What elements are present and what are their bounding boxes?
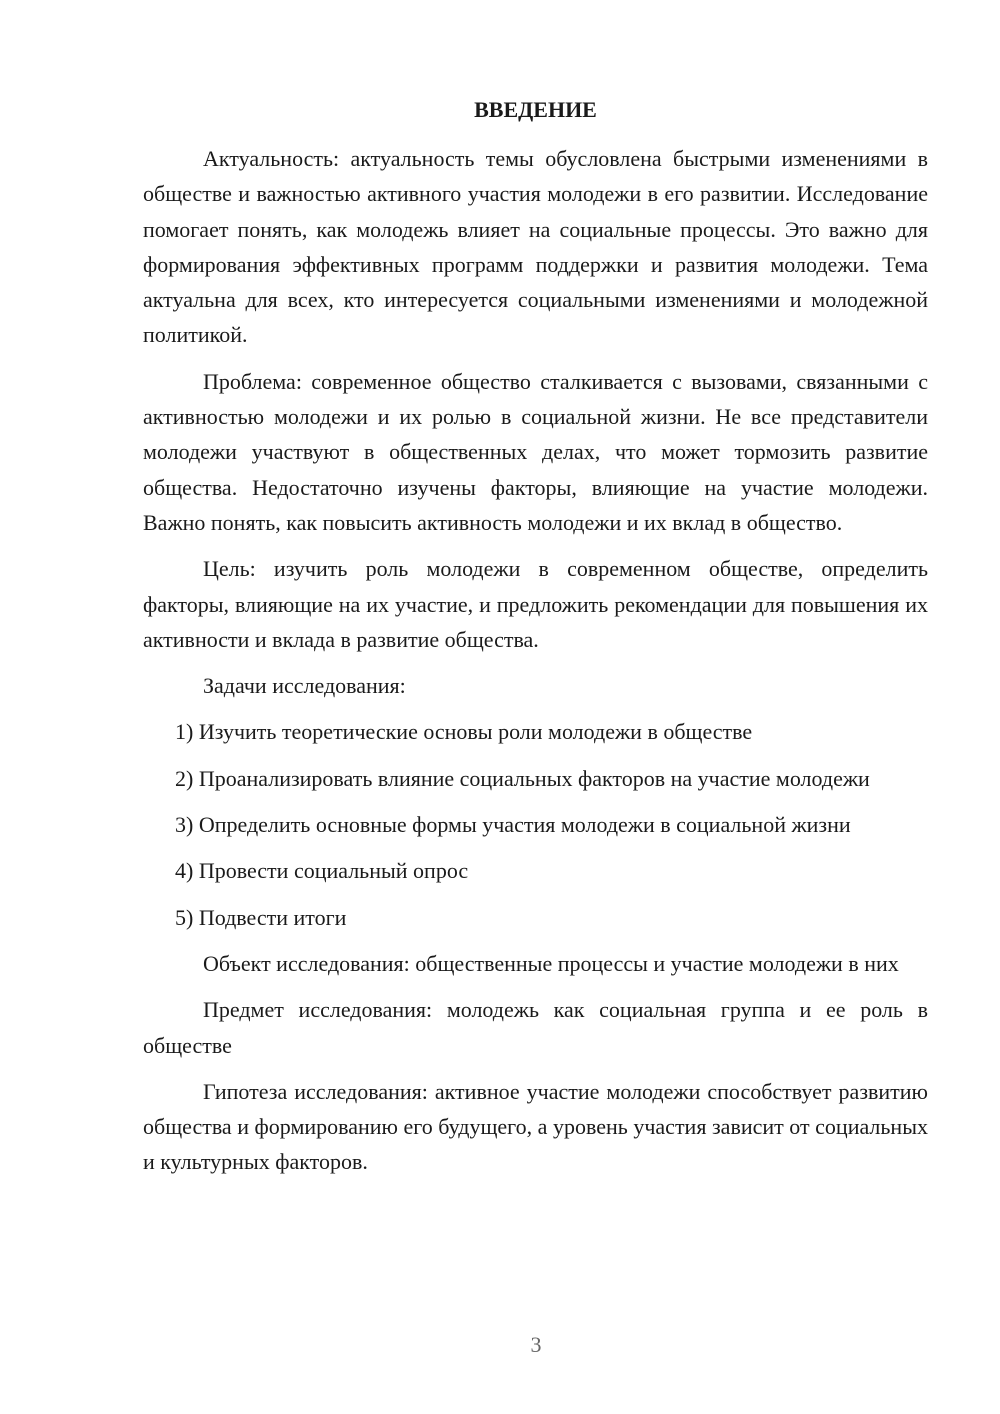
subject-paragraph: Предмет исследования: молодежь как социальная группа и ее роль в обществе [143, 997, 928, 1058]
list-item: 4) Провести социальный опрос [175, 858, 469, 884]
page-title: ВВЕДЕНИЕ [474, 97, 597, 122]
goal-paragraph: Цель: изучить роль молодежи в современном обществе, определить факторы, влияющие на их участие, и предложить рекомендации для повышения их активности и вклада в развитие общества. [143, 556, 928, 652]
list-item: 1) Изучить теоретические основы роли молодежи в обществе [175, 719, 753, 745]
relevance-paragraph: Актуальность: актуальность темы обусловлена быстрыми изменениями в обществе и важностью активного участия молодежи в его развитии. Исследование помогает понять, как молодежь влияет на социальные процессы. Это важно для формирования эффективных программ поддержки и развития молодежи. Тема актуальна для всех, кто интересуется социальными изменениями и молодежной политикой. [143, 146, 928, 348]
problem-paragraph: Проблема: современное общество сталкивается с вызовами, связанными с активностью молодежи и их ролью в социальной жизни. Не все представители молодежи участвуют в общественных делах, что может тормозить развитие общества. Недостаточно изучены факторы, влияющие на участие молодежи. Важно понять, как повысить активность молодежи и их вклад в общество. [143, 368, 928, 535]
page-number: 3 [530, 1332, 542, 1357]
list-item: 2) Проанализировать влияние социальных факторов на участие молодежи [175, 765, 870, 791]
object-paragraph: Объект исследования: общественные процессы и участие молодежи в них [203, 950, 899, 976]
hypothesis-paragraph: Гипотеза исследования: активное участие молодежи способствует развитию общества и формированию его будущего, а уровень участия зависит от социальных и культурных факторов. [143, 1078, 928, 1175]
document-page [143, 92, 928, 1191]
list-item: 3) Определить основные формы участия молодежи в социальной жизни [175, 812, 851, 838]
tasks-list [143, 714, 928, 934]
tasks-heading: Задачи исследования: [203, 673, 406, 699]
list-item: 5) Подвести итоги [175, 904, 347, 930]
